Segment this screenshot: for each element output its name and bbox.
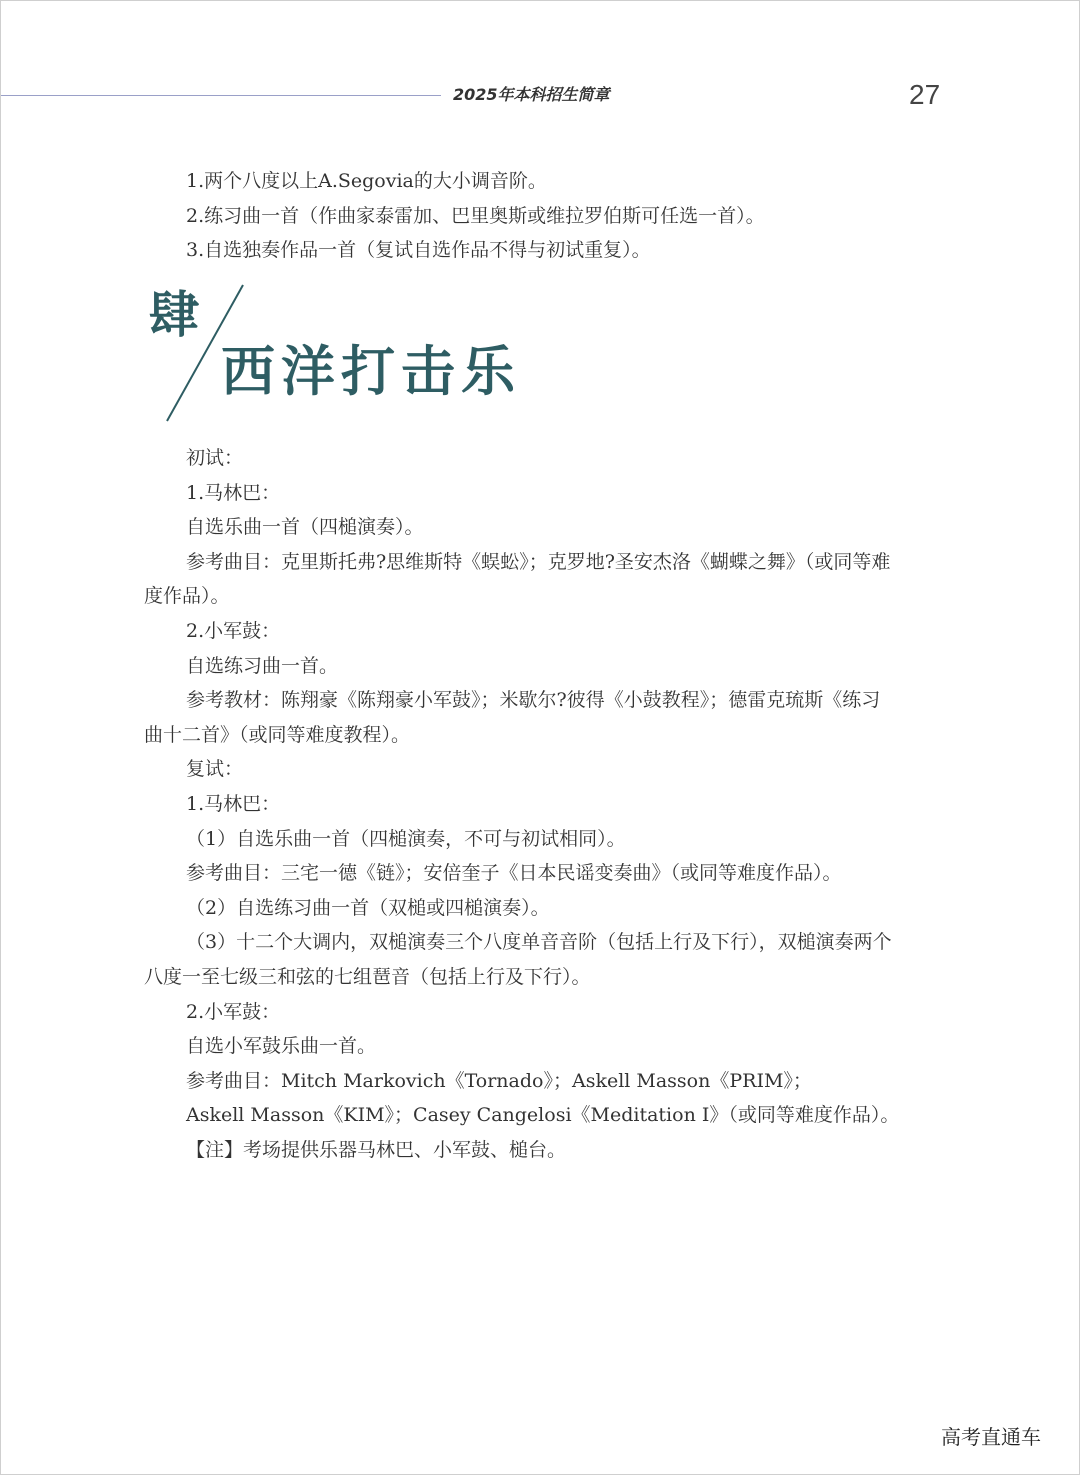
- body-line: （3）十二个大调内，双槌演奏三个八度单音音阶（包括上行及下行），双槌演奏两个: [186, 931, 892, 954]
- body-line: 自选小军鼓乐曲一首。: [186, 1035, 377, 1058]
- section-body: [144, 441, 944, 1167]
- intro-list: [144, 164, 944, 268]
- body-line: 自选练习曲一首。: [186, 654, 339, 677]
- body-line: 度作品）。: [144, 585, 230, 608]
- watermark: 高考直通车: [941, 1425, 1041, 1449]
- page-number: 27: [909, 79, 941, 110]
- header-rule: [1, 95, 441, 96]
- item-snare-drum: 2.小军鼓：: [186, 1000, 281, 1023]
- body-line: 八度一至七级三和弦的七组琶音（包括上行及下行）。: [144, 965, 591, 988]
- body-line: （1）自选乐曲一首（四槌演奏，不可与初试相同）。: [186, 827, 626, 850]
- item-marimba: 1.马林巴：: [186, 481, 281, 504]
- body-line: 自选乐曲一首（四槌演奏）。: [186, 516, 424, 539]
- body-line: 曲十二首》（或同等难度教程）。: [144, 723, 411, 746]
- item-marimba: 1.马林巴：: [186, 792, 281, 815]
- body-line: Askell Masson《KIM》；Casey Cangelosi《Meditation I》（或同等难度作品）。: [186, 1104, 900, 1127]
- item-snare-drum: 2.小军鼓：: [186, 619, 281, 642]
- subheading-retest: 复试：: [186, 758, 244, 781]
- body-line: 参考教材：陈翔豪《陈翔豪小军鼓》；米歇尔?彼得《小鼓教程》；德雷克琉斯《练习: [186, 689, 881, 712]
- intro-item: 3.自选独奏作品一首（复试自选作品不得与初试重复）。: [186, 239, 651, 262]
- body-line: 参考曲目：Mitch Markovich《Tornado》；Askell Masson《PRIM》；: [186, 1069, 812, 1092]
- note-line: 【注】考场提供乐器马林巴、小军鼓、槌台。: [186, 1138, 567, 1161]
- intro-item: 1.两个八度以上A.Segovia的大小调音阶。: [186, 170, 547, 192]
- body-line: 参考曲目：三宅一德《链》；安倍奎子《日本民谣变奏曲》（或同等难度作品）。: [186, 862, 842, 885]
- body-line: 参考曲目：克里斯托弗?思维斯特《蜈蚣》；克罗地?圣安杰洛《蝴蝶之舞》（或同等难: [186, 550, 891, 573]
- section-number: 肆: [149, 286, 199, 344]
- section-title: 西洋打击乐: [221, 340, 521, 403]
- intro-item: 2.练习曲一首（作曲家泰雷加、巴里奥斯或维拉罗伯斯可任选一首）。: [186, 204, 765, 227]
- body-line: （2）自选练习曲一首（双槌或四槌演奏）。: [186, 896, 550, 919]
- header-title: 2025年本科招生简章: [453, 85, 610, 104]
- subheading-preliminary: 初试：: [186, 447, 244, 469]
